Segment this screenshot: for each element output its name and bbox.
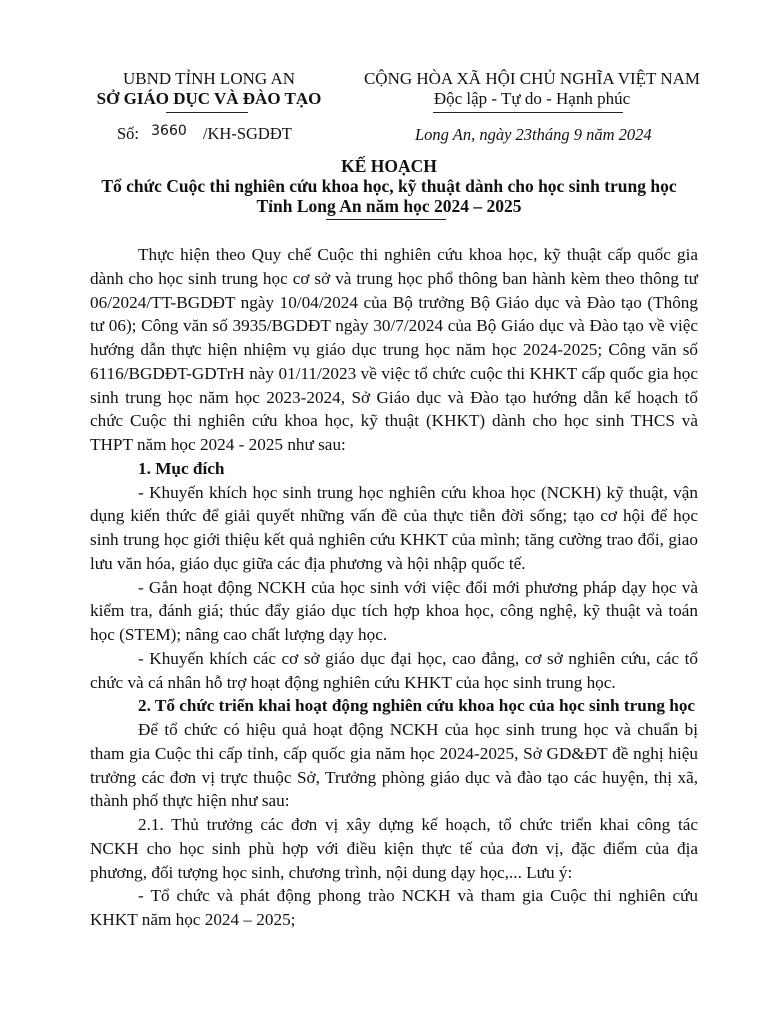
motto-underline <box>433 112 623 113</box>
body-paragraph: - Tổ chức và phát động phong trào NCKH và tham gia Cuộc thi nghiên cứu KHKT năm học 2024 – 2025; <box>90 886 698 929</box>
date-day: 23 <box>515 125 533 144</box>
place-date-suffix: tháng 9 năm 2024 <box>532 125 652 144</box>
document-number-line <box>117 124 292 144</box>
section-heading: 1. Mục đích <box>138 458 225 478</box>
document-title-block <box>80 156 698 216</box>
country-name: CỘNG HÒA XÃ HỘI CHỦ NGHĨA VIỆT NAM <box>363 69 701 88</box>
document-title: KẾ HOẠCH <box>341 156 437 176</box>
place-date-line <box>415 125 652 145</box>
body-paragraph: Thực hiện theo Quy chế Cuộc thi nghiên cứu khoa học, kỹ thuật cấp quốc gia dành cho học sinh trung học cơ sở và trung học phổ thông ban hành kèm theo thông tư 06/2024/TT-BGDĐT ngày 10/04/2024 của Bộ trưởng Bộ Giáo dục và Đào tạo (Thông tư 06); Công văn số 3935/BGDĐT ngày 30/7/2024 của Bộ Giáo dục và Đào tạo về việc hướng dẫn thực hiện nhiệm vụ giáo dục trung học năm học 2024-2025; Công văn số 6116/BGDĐT-GDTrH này 01/11/2023 về việc tổ chức cuộc thi KHKT cấp quốc gia học sinh trung học năm học 2023-2024, Sở Giáo dục và Đào tạo hướng dẫn kế hoạch tổ chức Cuộc thi nghiên cứu khoa học, kỹ thuật (KHKT) dành cho học sinh THCS và THPT năm học 2024 - 2025 như sau: <box>90 245 698 454</box>
body-paragraph: 2.1. Thủ trưởng các đơn vị xây dựng kế hoạch, tổ chức triển khai công tác NCKH cho học sinh phù hợp với điều kiện thực tế của đơn vị, đặc điểm của địa phương, đối tượng học sinh, chương trình, nội dung dạy học,... Lưu ý: <box>90 815 698 882</box>
header-left <box>78 69 340 109</box>
document-subtitle-line2: Tỉnh Long An năm học 2024 – 2025 <box>256 196 522 216</box>
header-right <box>352 69 712 109</box>
section-heading: 2. Tổ chức triển khai hoạt động nghiên cứu khoa học của học sinh trung học <box>138 696 696 716</box>
place-date-prefix: Long An, ngày <box>415 125 512 144</box>
body-paragraph: Để tổ chức có hiệu quả hoạt động NCKH của học sinh trung học và chuẩn bị tham gia Cuộc thi cấp tỉnh, cấp quốc gia năm học 2024-2025, Sở GD&ĐT đề nghị hiệu trưởng các đơn vị trực thuộc Sở, Trưởng phòng giáo dục và đào tạo các huyện, thị xã, thành phố thực hiện như sau: <box>90 720 698 811</box>
doc-number-label: Số: <box>117 124 140 143</box>
document-subtitle-line1: Tổ chức Cuộc thi nghiên cứu khoa học, kỹ thuật dành cho học sinh trung học <box>101 176 677 196</box>
body-paragraph: - Khuyến khích các cơ sở giáo dục đại học, cao đẳng, cơ sở nghiên cứu, các tổ chức và cá nhân hỗ trợ hoạt động nghiên cứu KHKT của học sinh trung học. <box>90 648 698 692</box>
national-motto: Độc lập - Tự do - Hạnh phúc <box>433 89 631 108</box>
body-paragraph: - Gắn hoạt động NCKH của học sinh với việc đổi mới phương pháp dạy học và kiểm tra, đánh giá; thúc đẩy giáo dục tích hợp khoa học, công nghệ, kỹ thuật và toán học (STEM); nâng cao chất lượng dạy học. <box>90 577 698 644</box>
body-paragraph: - Khuyến khích học sinh trung học nghiên cứu khoa học (NCKH) kỹ thuật, vận dụng kiến thức để giải quyết những vấn đề của thực tiễn đời sống; tạo cơ hội để học sinh trung học giới thiệu kết quả nghiên cứu KHKT của mình; tăng cường trao đổi, giao lưu văn hóa, giáo dục giữa các địa phương và hội nhập quốc tế. <box>90 482 698 573</box>
title-underline <box>326 219 446 220</box>
department-name: SỞ GIÁO DỤC VÀ ĐÀO TẠO <box>96 89 322 108</box>
agency-name: UBND TỈNH LONG AN <box>122 69 296 88</box>
doc-number: 3660 <box>151 123 187 139</box>
header-left-underline <box>166 112 248 113</box>
document-body <box>90 243 698 932</box>
doc-number-suffix: /KH-SGDĐT <box>202 124 292 143</box>
